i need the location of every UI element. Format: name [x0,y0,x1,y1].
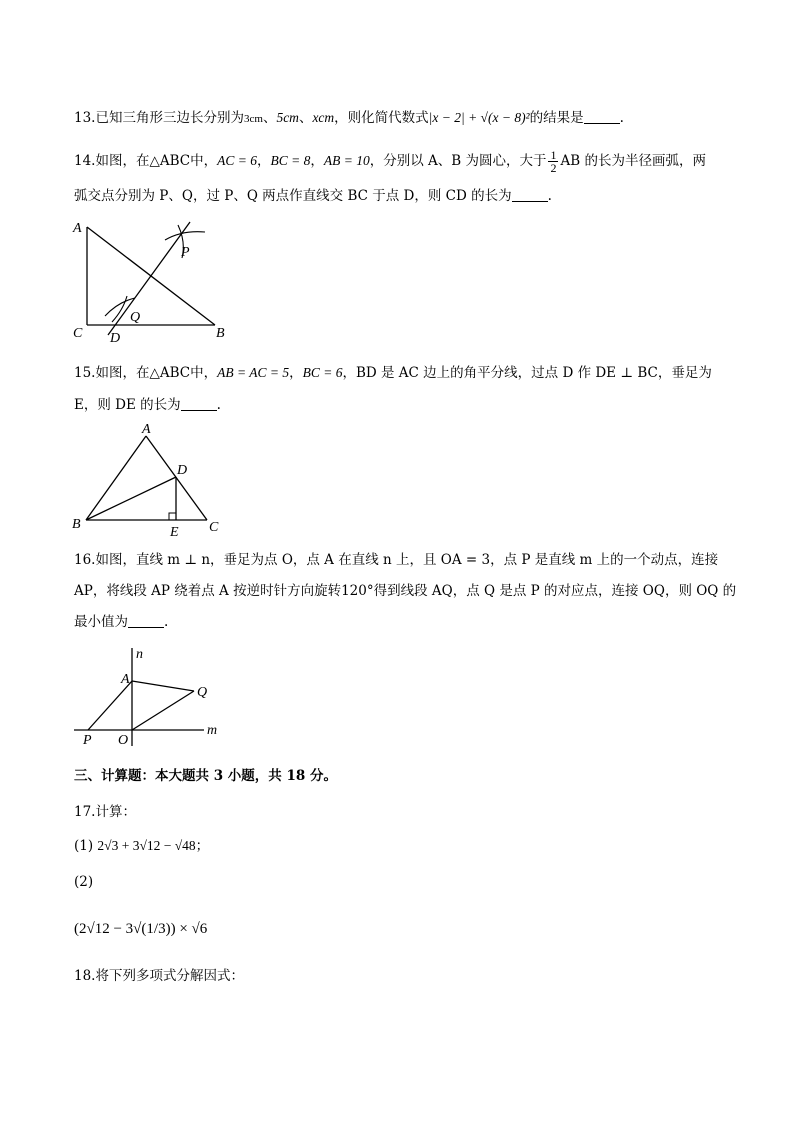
q15-side-ab [86,436,146,520]
q15-label-c: C [209,520,219,535]
q13-len1: 3cm [243,113,263,125]
q14-label-p: P [181,245,190,260]
q15-text-b: ，BD 是 AC 边上的角平分线，过点 D 作 DE ⊥ BC，垂足为 [342,365,712,381]
q13-text-b: ，则化简代数式 [334,110,429,126]
q16-label-m: m [207,723,218,738]
q14-text-c: AB 的长为半径画弧，两 [560,153,706,169]
q15-end: . [216,397,221,413]
q14-bc: BC = 8 [270,153,311,168]
question-17-part-2-label: (2) [74,874,94,890]
question-18-title: 18.将下列多项式分解因式： [74,968,244,984]
q13-end: . [619,110,624,126]
q14-text-b: ，分别以 A、B 为圆心，大于 [369,153,547,169]
q15-eq2: BC = 6 [302,365,343,380]
q14-frac-den: 2 [550,161,557,175]
question-17-part-1 [74,836,209,856]
q16-segment-aq [132,681,194,691]
q14-arc-p1 [165,232,205,240]
q13-len2: 5cm [276,110,299,125]
q16-label-n: n [136,647,143,662]
q15-eq1: AB = AC = 5 [217,365,290,380]
q13-len3: xcm [312,110,335,125]
q15-label-b: B [72,517,81,532]
q13-sep2: 、 [298,110,313,126]
q13-text-c: 的结果是 [529,110,584,126]
question-16-line-1 [74,550,718,570]
q17-part-1-label: (1) [74,838,94,854]
q14-line-pq [108,222,190,335]
section-3-heading: 三、计算题：本大题共 3 小题，共 18 分。 [74,768,337,784]
q16-segment-oq [132,691,194,730]
figure-q15 [72,422,219,540]
q14-label-b: B [216,326,225,341]
q14-label-q: Q [130,310,141,325]
q14-label-c: C [73,326,83,341]
q14-end: . [547,188,552,204]
q15-line-2: E，则 DE 的长为 [74,397,181,413]
q15-label-d: D [177,463,188,478]
question-16-line-3 [74,612,168,632]
q15-label-e: E [170,525,179,540]
q14-line-2: 弧交点分别为 P、Q，过 P、Q 两点作直线交 BC 于点 D，则 CD 的长为 [74,188,512,204]
figure-q16 [74,647,217,748]
question-17-part-2 [74,918,207,939]
answer-blank-16 [128,613,164,628]
q16-line-3: 最小值为 [74,614,128,630]
q16-end: . [164,614,169,630]
q14-label-d: D [110,331,121,346]
q14-label-a: A [73,221,82,236]
q13-sep1: 、 [262,110,277,126]
question-15-line-1: 15.如图，在△ABC中，AB = AC = 5，BC = 6，BD 是 AC 边上的角平分线，过点 D 作 DE ⊥ BC，垂足为 [74,365,712,381]
q14-ab: AB = 10 [323,153,370,168]
question-15-line-2 [74,395,221,415]
q17-part-2-expression: (2√12 − 3√(1/3)) × √6 [74,921,208,937]
q15-label-a: A [142,422,151,437]
q15-bisector-bd [86,477,176,520]
q13-text-a: 13.已知三角形三边长分别为 [74,110,244,126]
q16-line-2: AP，将线段 AP 绕着点 A 按逆时针方向旋转120°得到线段 AQ，点 Q 是点 P 的对应点，连接 OQ，则 OQ 的 [74,583,737,599]
question-16-line-2 [74,581,736,601]
q15-text-a: 15.如图，在△ABC中， [74,365,218,381]
answer-blank-15 [181,396,217,411]
q16-label-q: Q [197,685,208,700]
q16-segment-ap [88,681,132,730]
question-17-title: 17.计算： [74,804,136,820]
q14-frac-num: 1 [550,148,557,162]
q16-label-a: A [121,672,130,687]
q13-expression: |x − 2| + √(x − 8)² [428,110,530,125]
q17-part-1-expression: 2√3 + 3√12 − √48； [97,838,210,853]
q16-line-1: 16.如图，直线 m ⊥ n，垂足为点 O，点 A 在直线 n 上，且 OA = 3，点 P 是直线 m 上的一个动点，连接 [74,552,719,568]
q16-label-p: P [83,733,92,748]
q14-ac: AC = 6 [217,153,257,168]
q16-label-o: O [118,733,129,748]
question-14-line-1: 14.如图，在△ABC中，AC = 6，BC = 8，AB = 10，分别以 A、B 为圆心，大于 $\frac{1}{2}$ AB 的长为半径画弧，两 [74,148,706,175]
q15-right-angle-mark [169,513,176,520]
q14-text-a: 14.如图，在△ABC中， [74,153,218,169]
